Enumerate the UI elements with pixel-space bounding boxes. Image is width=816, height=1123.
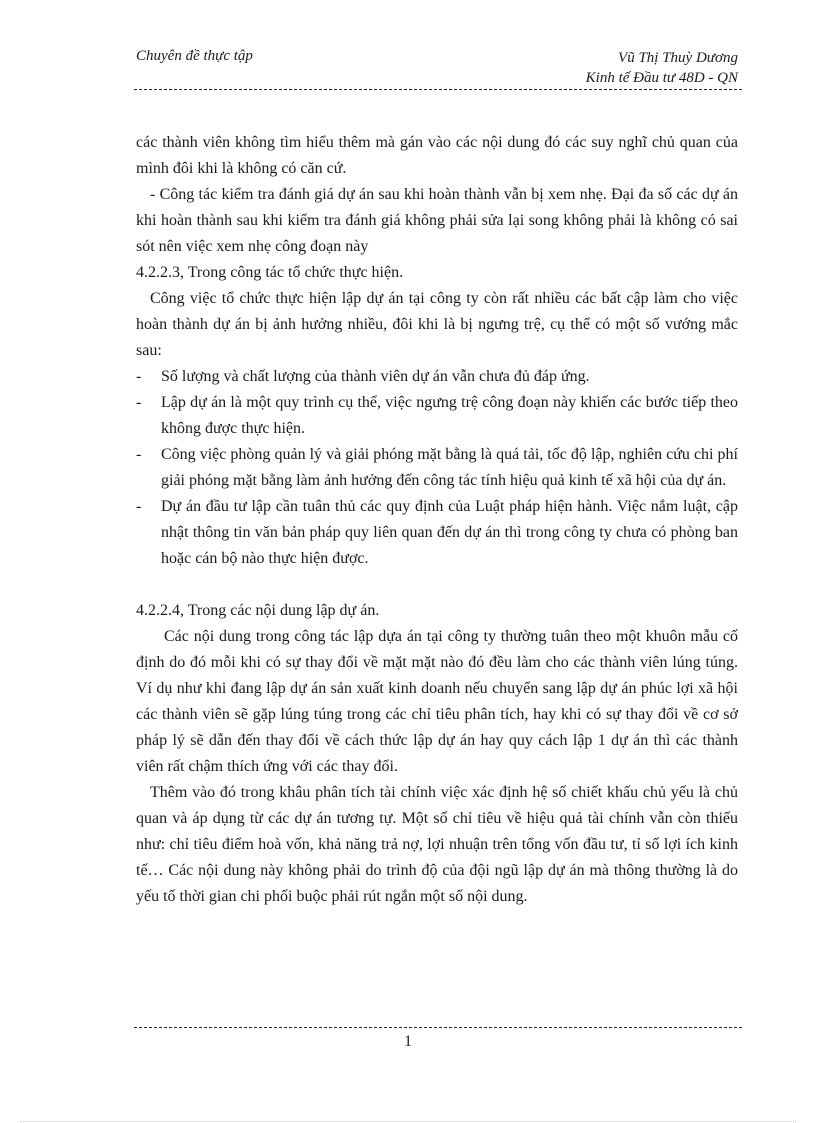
header-author-class: Kinh tế Đầu tư 48D - QN [585, 70, 738, 86]
header-author-name: Vũ Thị Thuỳ Dương [618, 50, 738, 66]
page-body [136, 130, 738, 910]
list-item: - Công việc phòng quản lý và giải phóng mặt bằng là quá tải, tốc độ lập, nghiên cứu chi phí giải phóng mặt bằng làm ảnh hưởng đến công tác tính hiệu quả kinh tế xã hội của dự án. [136, 446, 738, 489]
paragraph-evaluation: - Công tác kiểm tra đánh giá dự án sau khi hoàn thành vẫn bị xem nhẹ. Đại đa số các dự án khi hoàn thành sau khi kiểm tra đánh giá không phải sửa lại song không phải là không có sai sót nên việc xem nhẹ công đoạn này [136, 186, 738, 255]
page-bottom-edge [20, 1121, 796, 1122]
header-doc-type: Chuyên đề thực tập [136, 48, 253, 64]
header-author-block [586, 48, 738, 88]
section-heading-4-2-2-4: 4.2.2.4, Trong các nội dung lập dự án. [136, 602, 380, 619]
issue-list [136, 364, 738, 572]
section-heading-4-2-2-3: 4.2.2.3, Trong công tác tổ chức thực hiện. [136, 264, 404, 281]
paragraph-continued: các thành viên không tìm hiểu thêm mà gán vào các nội dung đó các suy nghĩ chủ quan của mình đôi khi là không có căn cứ. [136, 134, 738, 177]
paragraph-financial-analysis: Thêm vào đó trong khâu phân tích tài chính việc xác định hệ số chiết khấu chủ yếu là chủ quan và áp dụng từ các dự án tương tự. Một số chỉ tiêu về hiệu quả tài chính vẫn còn thiếu như: chỉ tiêu điểm hoà vốn, khả năng trả nợ, lợi nhuận trên tổng vốn đầu tư, tỉ số lợi ích kinh tế… Các nội dung này không phải do trình độ của đội ngũ lập dự án mà thông thường là do yếu tố thời gian chi phối buộc phải rút ngắn một số nội dung. [136, 784, 738, 905]
header-divider [134, 89, 742, 90]
spacer [136, 572, 738, 598]
list-item: - Dự án đầu tư lập cần tuân thủ các quy định của Luật pháp hiện hành. Việc nắm luật, cập nhật thông tin văn bản pháp quy liên quan đến dự án thì trong công ty chưa có phòng ban hoặc cán bộ nào thực hiện được. [136, 498, 738, 567]
footer-divider [134, 1027, 742, 1028]
paragraph-organization: Công việc tổ chức thực hiện lập dự án tại công ty còn rất nhiều các bất cập làm cho việc hoàn thành dự án bị ảnh hưởng nhiều, đôi khi là bị ngưng trệ, cụ thể có một số vướng mắc sau: [136, 290, 738, 359]
list-item: - Số lượng và chất lượng của thành viên dự án vẫn chưa đủ đáp ứng. [136, 368, 590, 385]
page-number: 1 [404, 1033, 412, 1050]
list-item: - Lập dự án là một quy trình cụ thể, việc ngưng trệ công đoạn này khiến các bước tiếp theo không được thực hiện. [136, 394, 738, 437]
paragraph-content-template: Các nội dung trong công tác lập dựa án tại công ty thường tuân theo một khuôn mẫu cố định do đó mỗi khi có sự thay đổi về mặt mặt nào đó đều làm cho các thành viên lúng túng. Ví dụ như khi đang lập dự án sản xuất kinh doanh nếu chuyển sang lập dự án phúc lợi xã hội các thành viên sẽ gặp lúng túng trong các chỉ tiêu phân tích, hay khi có sự thay đổi về cơ sở pháp lý sẽ dẫn đến thay đổi về cách thức lập dự án hay quy cách lập 1 dự án thì các thành viên rất chậm thích ứng với các thay đổi. [136, 628, 738, 775]
